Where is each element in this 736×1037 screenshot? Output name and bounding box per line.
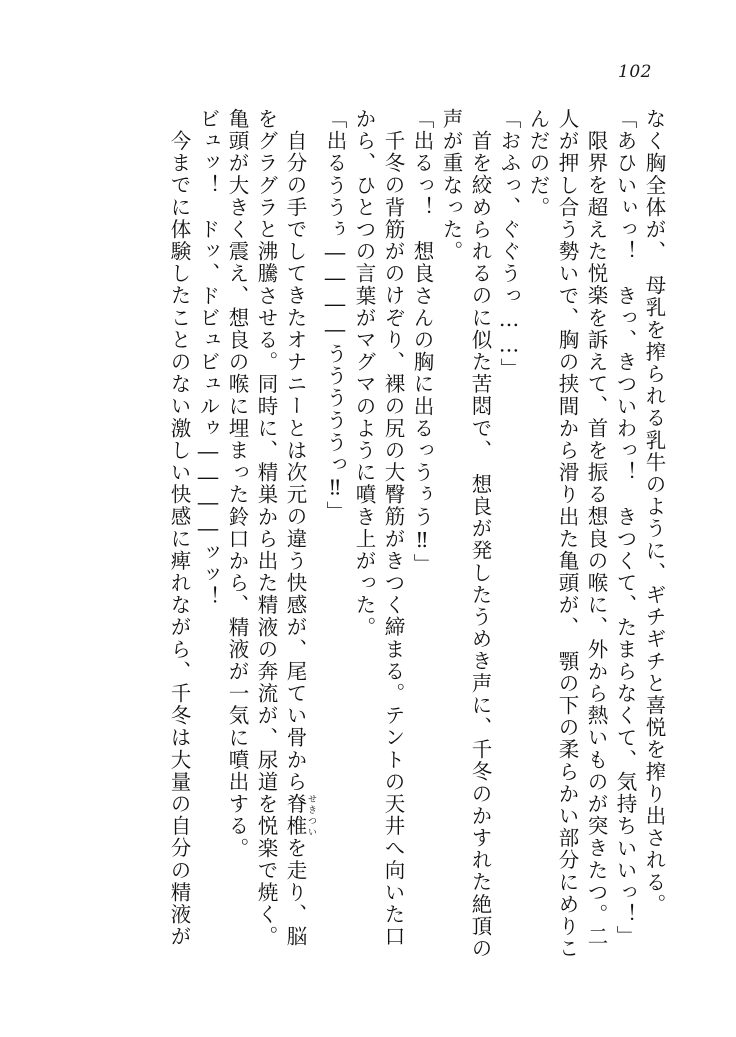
text-line: をグラグラと沸騰させる。同時に、精巣から出た精液の奔流が、尿道を悦楽で焼く。 bbox=[254, 108, 278, 948]
text-line-with-ruby bbox=[285, 108, 317, 1010]
text-line: 亀頭が大きく震え、想良の喉に埋まった鈴口から、精液が一気に噴出する。 bbox=[225, 108, 249, 860]
ruby-sekitsui bbox=[283, 793, 316, 838]
text-line: から、ひとつの言葉がマグマのように噴き上がった。 bbox=[352, 108, 376, 639]
text-line-segment: を走り、脳 bbox=[283, 837, 307, 948]
vertical-text-body bbox=[62, 108, 664, 988]
text-line: 限界を超えた悦楽を訴えて、首を振る想良の喉に、外から熱いものが突きたつ。二 bbox=[584, 130, 608, 948]
text-line: 声が重なった。 bbox=[439, 108, 463, 263]
ruby-base: 脊椎 bbox=[283, 793, 307, 838]
text-line: 首を絞められるのに似た苦悶で、 想良が発したうめき声に、千冬のかすれた絶頂の bbox=[468, 130, 492, 960]
text-line: 「出るううぅ――――うううううっ‼」 bbox=[323, 108, 347, 524]
text-line: 今までに体験したことのない激しい快感に痺れながら、千冬は大量の自分の精液が bbox=[167, 130, 191, 948]
text-line: 千冬の背筋がのけぞり、裸の尻の大臀筋がきつく締まる。テントの天井へ向いた口 bbox=[381, 130, 405, 948]
text-line: 「出るっ！ 想良さんの胸に出るっうぅう‼」 bbox=[410, 108, 434, 576]
text-line: 「おふっ、ぐぐうっ……」 bbox=[497, 108, 521, 381]
text-line-segment: 自分の手でしてきたオナニーとは次元の違う快感が、尾てい骨から bbox=[283, 130, 307, 793]
text-line: なく胸全体が、 母乳を搾られる乳牛のように、ギチギチと喜悦を搾り出される。 bbox=[642, 108, 666, 916]
text-line: んだのだ。 bbox=[526, 108, 550, 219]
page-number: 102 bbox=[618, 62, 652, 82]
text-line: 人が押し合う勢いで、胸の挟間から滑り出た亀頭が、 顎の下の柔らかい部分にめりこ bbox=[555, 108, 579, 960]
text-line: ビュッ！ ドッ、ドビュビュルゥ――――ッッ！ bbox=[196, 108, 220, 609]
ruby-reading: せきつい bbox=[306, 793, 316, 838]
text-line: 「あひいぃっ！ きっ、きついわっ！ きつくて、たまらなくて、気持ちいいっ！」 bbox=[613, 108, 637, 948]
